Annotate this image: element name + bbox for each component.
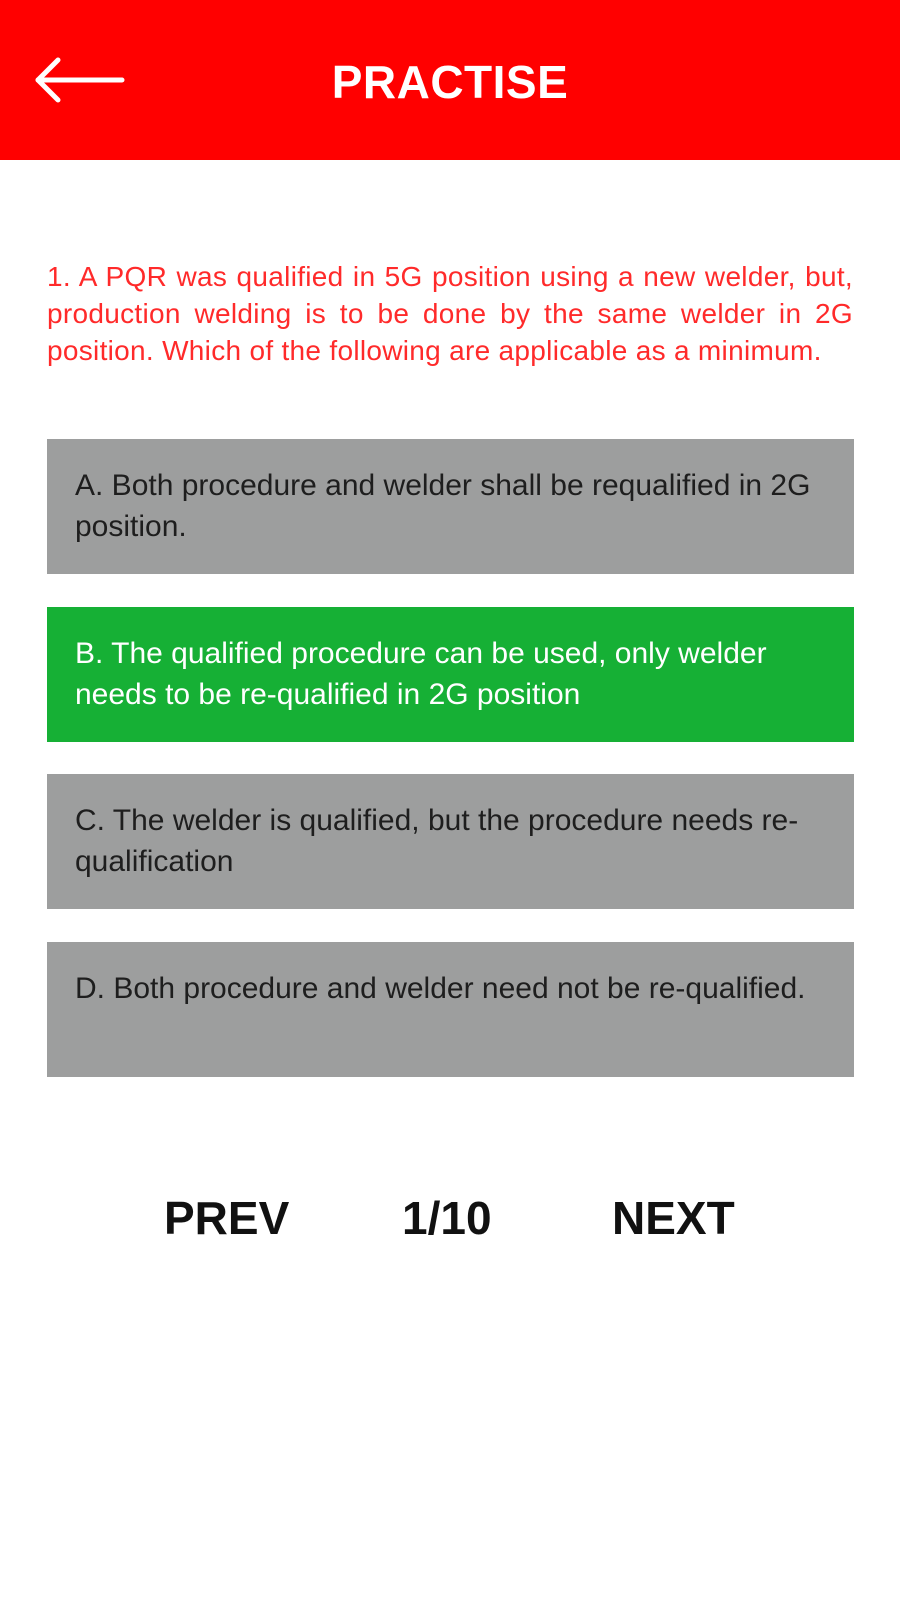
answer-option-b[interactable]: B. The qualified procedure can be used, only welder needs to be re-qualified in 2G position xyxy=(47,607,854,742)
answer-option-a[interactable]: A. Both procedure and welder shall be requalified in 2G position. xyxy=(47,439,854,574)
answer-option-d[interactable]: D. Both procedure and welder need not be re-qualified. xyxy=(47,942,854,1077)
page-title: PRACTISE xyxy=(331,56,569,108)
next-button[interactable]: NEXT xyxy=(612,1192,735,1244)
prev-button[interactable]: PREV xyxy=(164,1192,290,1244)
app-header xyxy=(0,0,900,160)
page-counter: 1/10 xyxy=(402,1192,492,1244)
answer-option-c[interactable]: C. The welder is qualified, but the procedure needs re-qualification xyxy=(47,774,854,909)
question-text: 1. A PQR was qualified in 5G position using a new welder, but, production welding is to be done by the same welder in 2G position. Which of the following are applicable as a minimum. xyxy=(47,261,853,366)
